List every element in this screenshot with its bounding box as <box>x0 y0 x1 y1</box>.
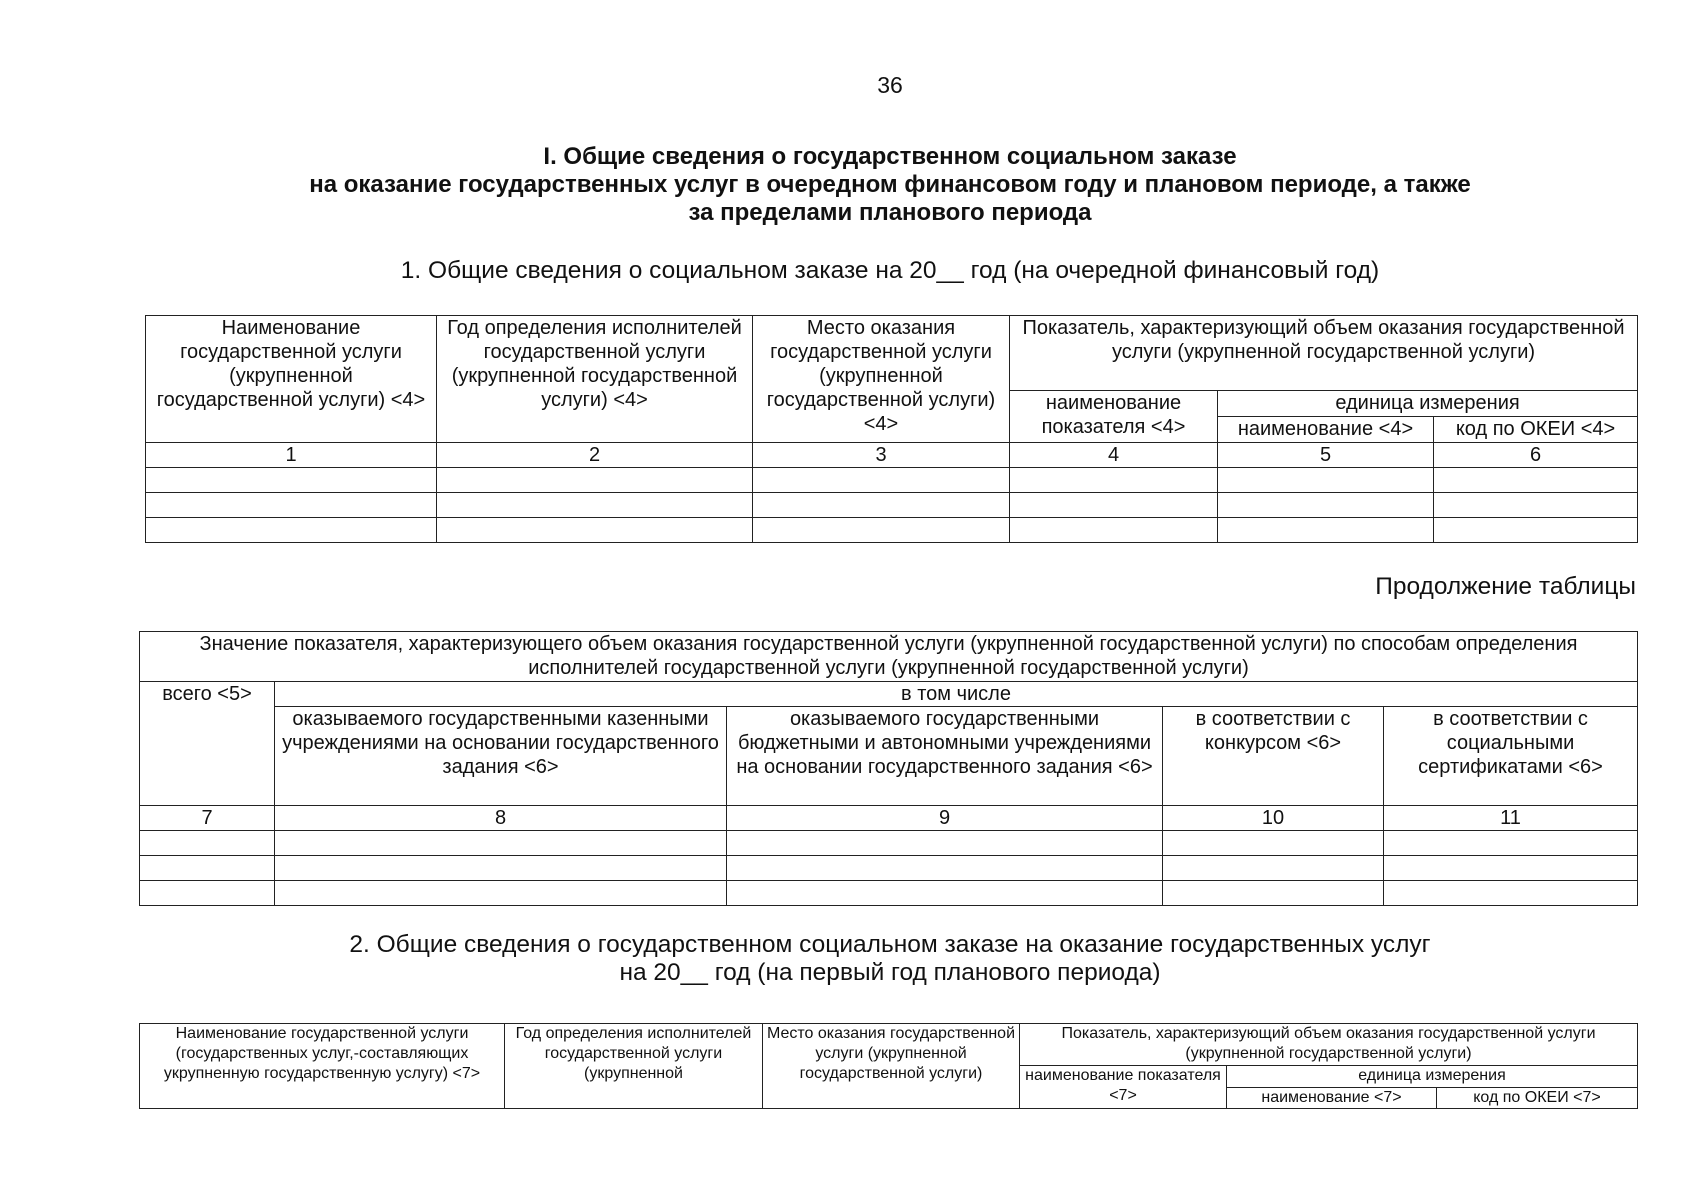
table-row <box>146 493 1638 518</box>
table-row <box>146 468 1638 493</box>
column-number: 4 <box>1010 443 1218 468</box>
header-unit: единица измерения <box>1218 391 1638 417</box>
continuation-label: Продолжение таблицы <box>1375 573 1636 600</box>
header-including: в том числе <box>275 682 1638 707</box>
header-unit: единица измерения <box>1227 1066 1638 1088</box>
empty-cell <box>140 831 275 856</box>
column-numbers-row <box>140 806 1638 831</box>
column-number: 9 <box>727 806 1163 831</box>
social-order-table-2 <box>139 1023 1638 1109</box>
empty-cell <box>140 856 275 881</box>
section1-title: 1. Общие сведения о социальном заказе на 20__ год (на очередной финансовый год) <box>400 257 1380 284</box>
header-indicator-name: наименование показателя <7> <box>1020 1066 1227 1109</box>
empty-cell <box>1434 493 1638 518</box>
empty-cell <box>437 493 753 518</box>
header-year: Год определения исполнителей государственной услуги (укрупненной государственной услуги) <4> <box>437 316 753 443</box>
column-number: 1 <box>146 443 437 468</box>
header-value-group: Значение показателя, характеризующего объем оказания государственной услуги (укрупненной государственной услуги) по способам определения исполнителей государственной услуги (укрупненной государственной услуги) <box>140 632 1638 682</box>
empty-cell <box>146 493 437 518</box>
empty-cell <box>1384 881 1638 906</box>
header-unit-code: код по ОКЕИ <7> <box>1437 1088 1638 1109</box>
column-numbers-row <box>146 443 1638 468</box>
empty-cell <box>1434 518 1638 543</box>
table-row <box>146 518 1638 543</box>
heading-line-3: за пределами планового периода <box>688 199 1092 226</box>
table-row <box>140 881 1638 906</box>
empty-cell <box>1163 831 1384 856</box>
header-unit-code: код по ОКЕИ <4> <box>1434 417 1638 443</box>
column-number: 6 <box>1434 443 1638 468</box>
empty-cell <box>1010 518 1218 543</box>
header-competition: в соответствии с конкурсом <6> <box>1163 707 1384 806</box>
section2-title-line-1: 2. Общие сведения о государственном социальном заказе на оказание государственных услуг <box>349 931 1431 958</box>
empty-cell <box>275 831 727 856</box>
column-number: 7 <box>140 806 275 831</box>
empty-cell <box>275 881 727 906</box>
column-number: 5 <box>1218 443 1434 468</box>
header-indicator-name: наименование показателя <4> <box>1010 391 1218 443</box>
header-place: Место оказания государственной услуги (укрупненной государственной услуги) <box>763 1024 1020 1109</box>
social-order-table-continuation <box>139 631 1638 906</box>
empty-cell <box>727 881 1163 906</box>
empty-cell <box>753 493 1010 518</box>
header-service-name: Наименование государственной услуги (укрупненной государственной услуги) <4> <box>146 316 437 443</box>
empty-cell <box>1218 518 1434 543</box>
empty-cell <box>1434 468 1638 493</box>
empty-cell <box>1384 831 1638 856</box>
empty-cell <box>727 856 1163 881</box>
empty-cell <box>146 518 437 543</box>
empty-cell <box>1010 468 1218 493</box>
column-number: 11 <box>1384 806 1638 831</box>
header-indicator-group: Показатель, характеризующий объем оказания государственной услуги (укрупненной государственной услуги) <box>1010 316 1638 391</box>
header-indicator-group: Показатель, характеризующий объем оказания государственной услуги (укрупненной государственной услуги) <box>1020 1024 1638 1066</box>
heading-line-2: на оказание государственных услуг в очередном финансовом году и плановом периоде, а также <box>309 171 1471 198</box>
empty-cell <box>1218 468 1434 493</box>
column-number: 3 <box>753 443 1010 468</box>
page-number: 36 <box>877 72 903 98</box>
section-heading <box>0 143 1697 227</box>
empty-cell <box>753 468 1010 493</box>
section2-title-line-2: на 20__ год (на первый год планового периода) <box>619 959 1161 986</box>
section2-title <box>0 931 1697 987</box>
column-number: 10 <box>1163 806 1384 831</box>
header-service-name: Наименование государственной услуги (государственных услуг,-составляющих укрупненную государственную услугу) <7> <box>140 1024 505 1109</box>
empty-cell <box>1163 856 1384 881</box>
header-unit-name: наименование <7> <box>1227 1088 1437 1109</box>
empty-cell <box>146 468 437 493</box>
table-row <box>140 831 1638 856</box>
empty-cell <box>1384 856 1638 881</box>
empty-cell <box>275 856 727 881</box>
empty-cell <box>1010 493 1218 518</box>
header-unit-name: наименование <4> <box>1218 417 1434 443</box>
header-state-institutions: оказываемого государственными казенными учреждениями на основании государственного задания <6> <box>275 707 727 806</box>
empty-cell <box>753 518 1010 543</box>
empty-cell <box>437 518 753 543</box>
column-number: 8 <box>275 806 727 831</box>
empty-cell <box>727 831 1163 856</box>
header-year: Год определения исполнителей государственной услуги (укрупненной <box>505 1024 763 1109</box>
empty-cell <box>140 881 275 906</box>
table-row <box>140 856 1638 881</box>
empty-cell <box>437 468 753 493</box>
header-certificates: в соответствии с социальными сертификатами <6> <box>1384 707 1638 806</box>
header-total: всего <5> <box>140 682 275 806</box>
column-number: 2 <box>437 443 753 468</box>
empty-cell <box>1163 881 1384 906</box>
empty-cell <box>1218 493 1434 518</box>
header-budget-institutions: оказываемого государственными бюджетными и автономными учреждениями на основании государственного задания <6> <box>727 707 1163 806</box>
header-place: Место оказания государственной услуги (укрупненной государственной услуги) <4> <box>753 316 1010 443</box>
heading-line-1: I. Общие сведения о государственном социальном заказе <box>543 143 1237 170</box>
social-order-table-1 <box>145 315 1638 543</box>
